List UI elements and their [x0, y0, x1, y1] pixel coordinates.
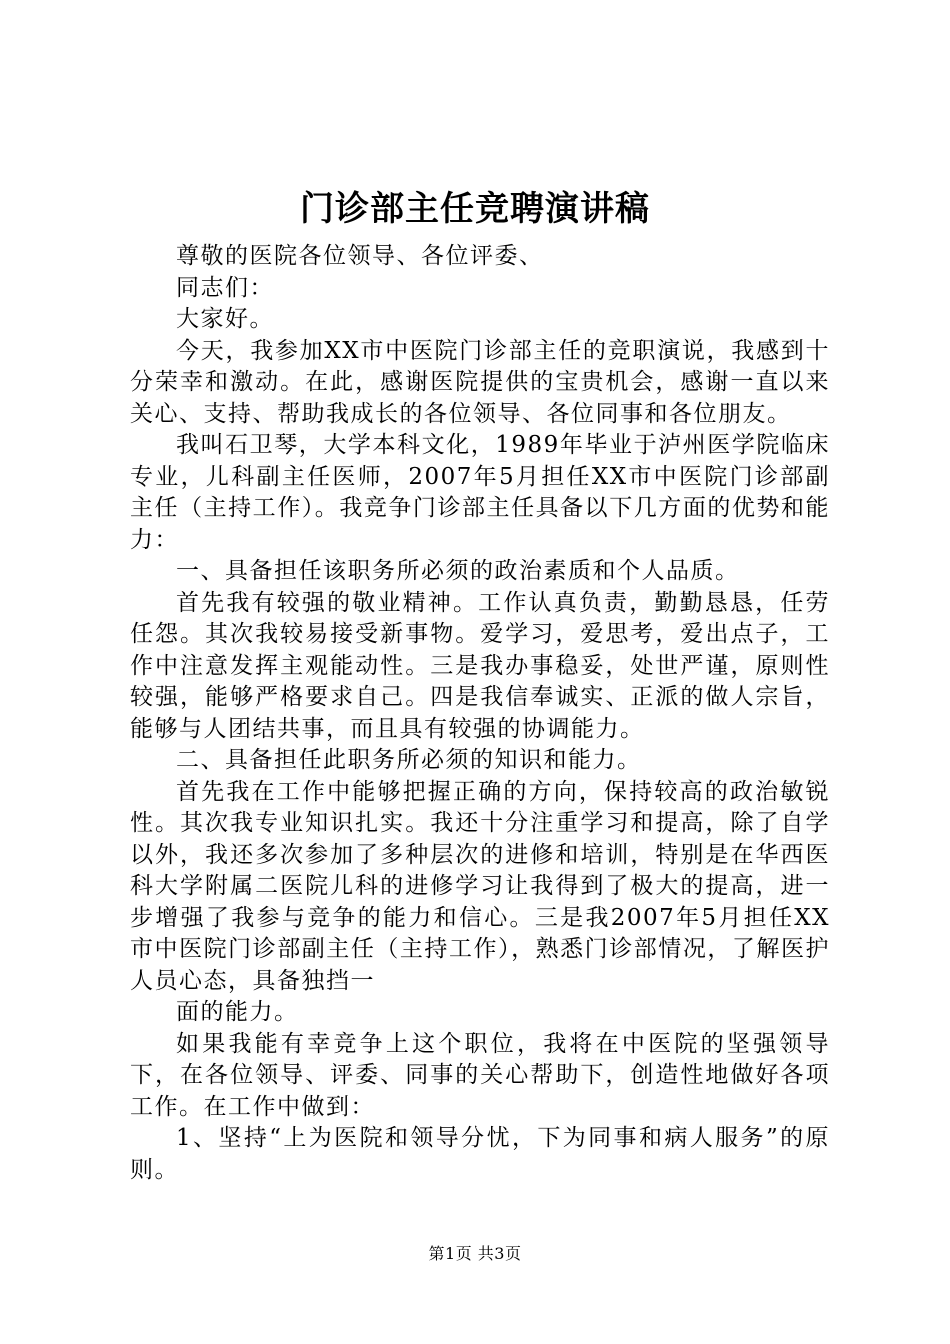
greeting-line: 大家好。	[176, 306, 274, 332]
section-heading: 二、具备担任此职务所必须的知识和能力。	[176, 747, 642, 773]
list-item: 1、坚持“上为医院和领导分忧，下为同事和病人服务”的原则。	[130, 1125, 830, 1183]
section-heading: 一、具备担任该职务所必须的政治素质和个人品质。	[176, 558, 740, 584]
body-paragraph: 面的能力。	[176, 999, 299, 1025]
page-number: 第1页 共3页	[428, 1244, 522, 1263]
body-paragraph: 首先我在工作中能够把握正确的方向，保持较高的政治敏锐性。其次我专业知识扎实。我还十分注重学习和提高，除了自学以外，我还多次参加了多种层次的进修和培训，特别是在华西医科大学附属二医院儿科的进修学习让我得到了极大的提高，进一步增强了我参与竞争的能力和信心。三是我2007年5月担任XX市中医院门诊部副主任（主持工作），熟悉门诊部情况，了解医护人员心态，具备独挡一	[130, 778, 830, 994]
body-paragraph: 我叫石卫琴，大学本科文化，1989年毕业于泸州医学院临床专业，儿科副主任医师，2007年5月担任XX市中医院门诊部副主任（主持工作）。我竞争门诊部主任具备以下几方面的优势和能力：	[130, 432, 830, 553]
document-title: 门诊部主任竞聘演讲稿	[300, 189, 650, 229]
body-paragraph: 今天，我参加XX市中医院门诊部主任的竞职演说，我感到十分荣幸和激动。在此，感谢医院提供的宝贵机会，感谢一直以来关心、支持、帮助我成长的各位领导、各位同事和各位朋友。	[130, 337, 830, 427]
document-body	[130, 241, 830, 1186]
body-paragraph: 如果我能有幸竞争上这个职位，我将在中医院的坚强领导下，在各位领导、评委、同事的关心帮助下，创造性地做好各项工作。在工作中做到：	[130, 1030, 830, 1120]
salutation-line: 尊敬的医院各位领导、各位评委、	[176, 243, 544, 269]
salutation-line: 同志们：	[176, 274, 274, 301]
body-paragraph: 首先我有较强的敬业精神。工作认真负责，勤勤恳恳，任劳任怨。其次我较易接受新事物。爱学习，爱思考，爱出点子，工作中注意发挥主观能动性。三是我办事稳妥，处世严谨，原则性较强，能够严格要求自己。四是我信奉诚实、正派的做人宗旨，能够与人团结共事，而且具有较强的协调能力。	[130, 589, 830, 742]
